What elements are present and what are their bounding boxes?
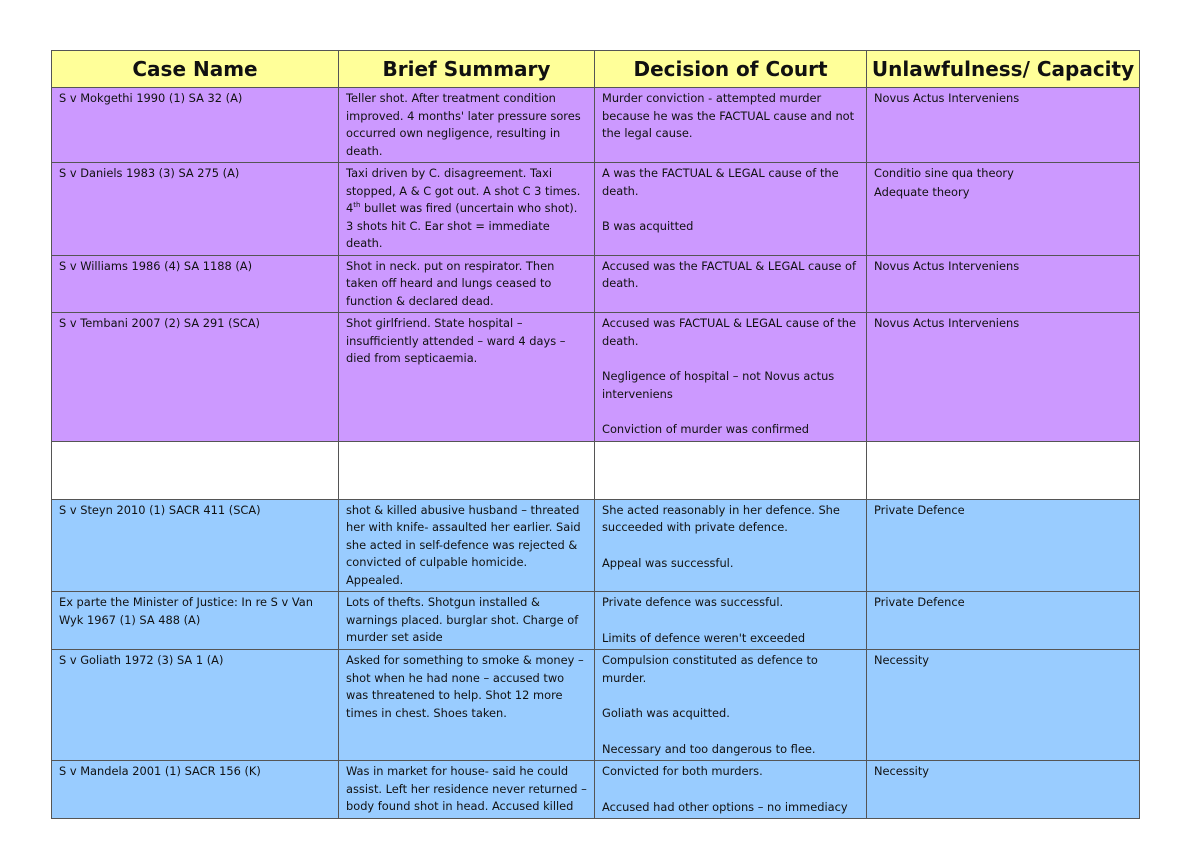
decision-text: Private defence was successful. — [602, 595, 784, 609]
unlawfulness-cell — [867, 761, 1140, 819]
decision-text: Accused had other options – no immediacy — [602, 799, 848, 814]
unlawfulness-cell — [867, 650, 1140, 761]
header-brief-summary: Brief Summary — [339, 51, 595, 88]
empty-cell — [339, 441, 595, 499]
decision-text: Conviction of murder was confirmed — [602, 422, 809, 436]
empty-cell — [595, 441, 867, 499]
case-name-cell: S v Daniels 1983 (3) SA 275 (A) — [52, 163, 339, 256]
table-row — [52, 255, 1140, 313]
decision-cell — [595, 313, 867, 442]
decision-text: Necessary and too dangerous to flee. — [602, 741, 816, 756]
decision-cell — [595, 88, 867, 163]
table-row — [52, 499, 1140, 592]
unlawfulness-text: Necessity — [874, 764, 930, 778]
summary-cell — [339, 163, 595, 256]
table-row — [52, 761, 1140, 819]
ordinal-superscript: th — [353, 201, 361, 210]
summary-cell: Shot in neck. put on respirator. Then taken off heard and lungs ceased to function & declared dead. — [339, 255, 595, 313]
summary-text: bullet was fired (uncertain who shot). 3 shots hit C. Ear shot = immediate death. — [346, 201, 578, 250]
decision-text: A was the FACTUAL & LEGAL cause of the death. — [602, 166, 839, 198]
unlawfulness-cell — [867, 255, 1140, 313]
unlawfulness-text: Novus Actus Interveniens — [874, 316, 1020, 330]
decision-cell — [595, 592, 867, 650]
header-case-name: Case Name — [52, 51, 339, 88]
decision-text: Appeal was successful. — [602, 555, 734, 570]
decision-text: Accused was the FACTUAL & LEGAL cause of death. — [602, 258, 857, 290]
unlawfulness-cell — [867, 592, 1140, 650]
blank-row — [52, 441, 1140, 499]
unlawfulness-cell — [867, 313, 1140, 442]
case-name-cell: S v Steyn 2010 (1) SACR 411 (SCA) — [52, 499, 339, 592]
case-name-cell: Ex parte the Minister of Justice: In re S v Van Wyk 1967 (1) SA 488 (A) — [52, 592, 339, 650]
table-row — [52, 650, 1140, 761]
unlawfulness-cell — [867, 88, 1140, 163]
decision-text: Accused was FACTUAL & LEGAL cause of the death. — [602, 316, 857, 348]
decision-cell — [595, 163, 867, 256]
decision-text: Limits of defence weren't exceeded — [602, 630, 806, 645]
summary-cell: Shot girlfriend. State hospital – insufficiently attended – ward 4 days – died from septicaemia. — [339, 313, 595, 442]
unlawfulness-text: Private Defence — [874, 595, 965, 609]
unlawfulness-cell — [867, 499, 1140, 592]
decision-cell — [595, 499, 867, 592]
summary-cell: shot & killed abusive husband – threated her with knife- assaulted her earlier. Said she acted in self-defence was rejected & convicted of culpable homicide. Appealed. — [339, 499, 595, 592]
decision-text: Compulsion constituted as defence to murder. — [602, 653, 818, 685]
table-row — [52, 313, 1140, 442]
unlawfulness-text: Adequate theory — [874, 184, 970, 199]
decision-text: Goliath was acquitted. — [602, 706, 730, 720]
unlawfulness-text: Novus Actus Interveniens — [874, 91, 1020, 105]
table-row — [52, 592, 1140, 650]
summary-cell: Asked for something to smoke & money – shot when he had none – accused two was threatened to help. Shot 12 more times in chest. Shoes taken. — [339, 650, 595, 761]
decision-text: B was acquitted — [602, 219, 694, 233]
case-name-cell: S v Mokgethi 1990 (1) SA 32 (A) — [52, 88, 339, 163]
decision-cell — [595, 650, 867, 761]
summary-cell: Lots of thefts. Shotgun installed & warnings placed. burglar shot. Charge of murder set aside — [339, 592, 595, 650]
summary-text: Taxi driven by C. disagreement. Taxi stopped, A & C got out. A shot C 3 times. 4 — [346, 166, 581, 215]
header-row — [52, 51, 1140, 88]
unlawfulness-text: Private Defence — [874, 502, 965, 517]
decision-text: She acted reasonably in her defence. She succeeded with private defence. — [602, 502, 840, 534]
case-name-cell: S v Williams 1986 (4) SA 1188 (A) — [52, 255, 339, 313]
decision-text: Negligence of hospital – not Novus actus interveniens — [602, 369, 835, 401]
summary-cell: Teller shot. After treatment condition improved. 4 months' later pressure sores occurred own negligence, resulting in death. — [339, 88, 595, 163]
summary-cell: Was in market for house- said he could assist. Left her residence never returned – body found shot in head. Accused killed — [339, 761, 595, 819]
case-name-cell: S v Tembani 2007 (2) SA 291 (SCA) — [52, 313, 339, 442]
unlawfulness-cell — [867, 163, 1140, 256]
unlawfulness-text: Novus Actus Interveniens — [874, 258, 1020, 273]
case-name-cell: S v Mandela 2001 (1) SACR 156 (K) — [52, 761, 339, 819]
empty-cell — [867, 441, 1140, 499]
decision-cell — [595, 761, 867, 819]
decision-text: Murder conviction - attempted murder because he was the FACTUAL cause and not the legal cause. — [602, 91, 855, 140]
decision-text: Convicted for both murders. — [602, 764, 763, 778]
case-table — [51, 50, 1140, 819]
unlawfulness-text: Conditio sine qua theory — [874, 166, 1014, 180]
decision-cell — [595, 255, 867, 313]
header-unlawfulness: Unlawfulness/ Capacity — [867, 51, 1140, 88]
table-row — [52, 163, 1140, 256]
unlawfulness-text: Necessity — [874, 653, 930, 667]
case-name-cell: S v Goliath 1972 (3) SA 1 (A) — [52, 650, 339, 761]
table-row — [52, 88, 1140, 163]
header-decision: Decision of Court — [595, 51, 867, 88]
empty-cell — [52, 441, 339, 499]
